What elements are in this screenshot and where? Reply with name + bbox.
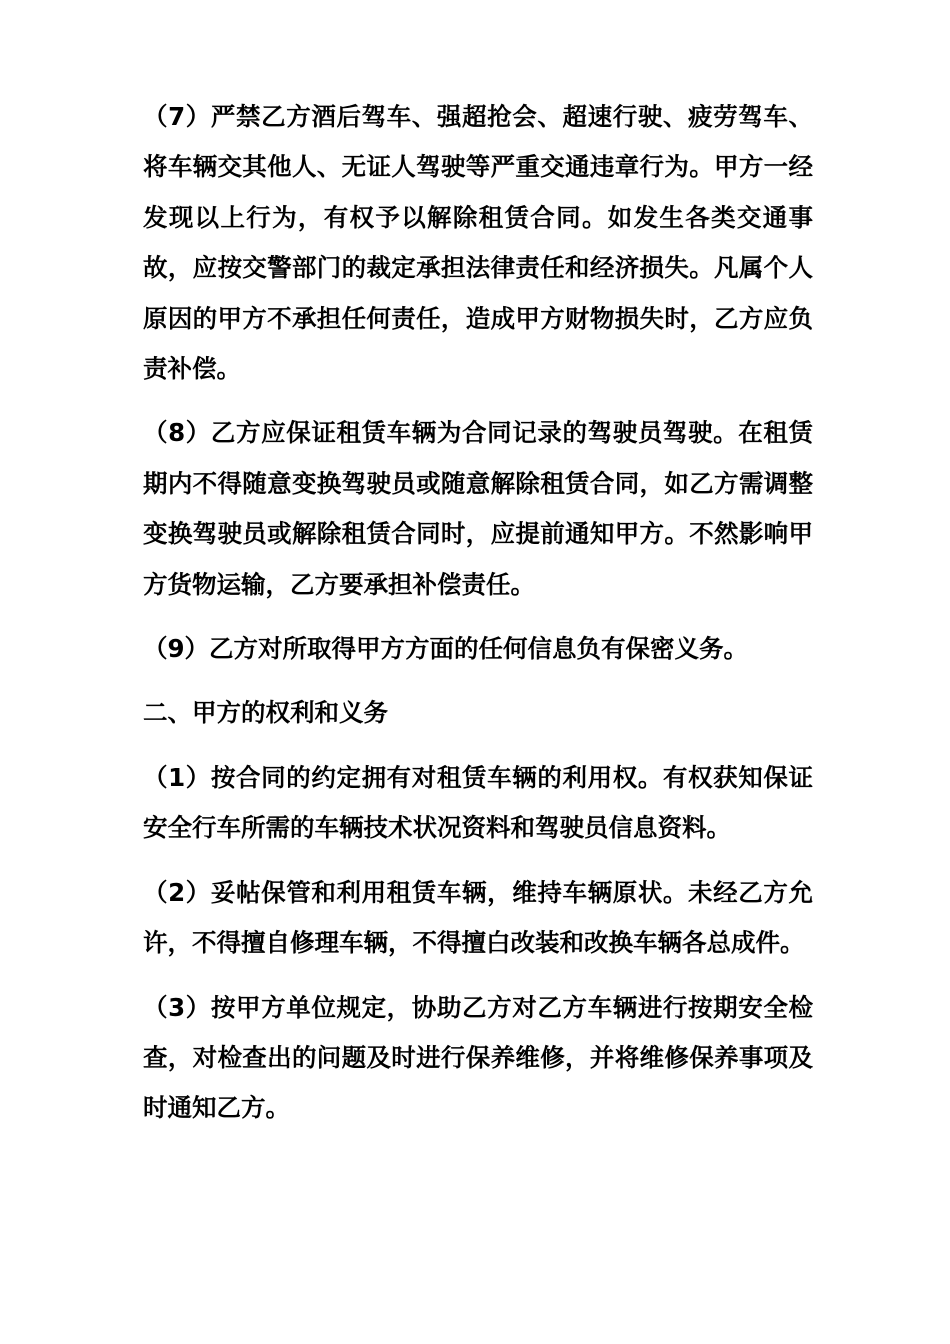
- party-a-clause-3-paragraph: （3）按甲方单位规定，协助乙方对乙方车辆进行按期安全检查，对检查出的问题及时进行保养维修，并将维修保养事项及时通知乙方。: [143, 992, 813, 1123]
- party-a-clause-2-paragraph: （2）妥帖保管和利用租赁车辆，维持车辆原状。未经乙方允许，不得擅自修理车辆，不得擅白改装和改换车辆各总成件。: [143, 877, 813, 958]
- document-body: [143, 92, 813, 1148]
- clause-8-paragraph: （8）乙方应保证租赁车辆为合同记录的驾驶员驾驶。在租赁期内不得随意变换驾驶员或随意解除租赁合同，如乙方需调整变换驾驶员或解除租赁合同时，应提前通知甲方。不然影响甲方货物运输，乙方要承担补偿责任。: [143, 418, 813, 599]
- section-heading: 二、甲方的权利和义务: [143, 698, 388, 728]
- party-a-clause-1-paragraph: （1）按合同的约定拥有对租赁车辆的利用权。有权获知保证安全行车所需的车辆技术状况资料和驾驶员信息资料。: [143, 762, 813, 843]
- clause-7-paragraph: （7）严禁乙方酒后驾车、强超抢会、超速行驶、疲劳驾车、将车辆交其他人、无证人驾驶等严重交通违章行为。甲方一经发现以上行为，有权予以解除租赁合同。如发生各类交通事故，应按交警部门的裁定承担法律责任和经济损失。凡属个人原因的甲方不承担任何责任，造成甲方财物损失时，乙方应负责补偿。: [143, 102, 813, 384]
- clause-9-paragraph: （9）乙方对所取得甲方方面的任何信息负有保密义务。: [143, 634, 749, 664]
